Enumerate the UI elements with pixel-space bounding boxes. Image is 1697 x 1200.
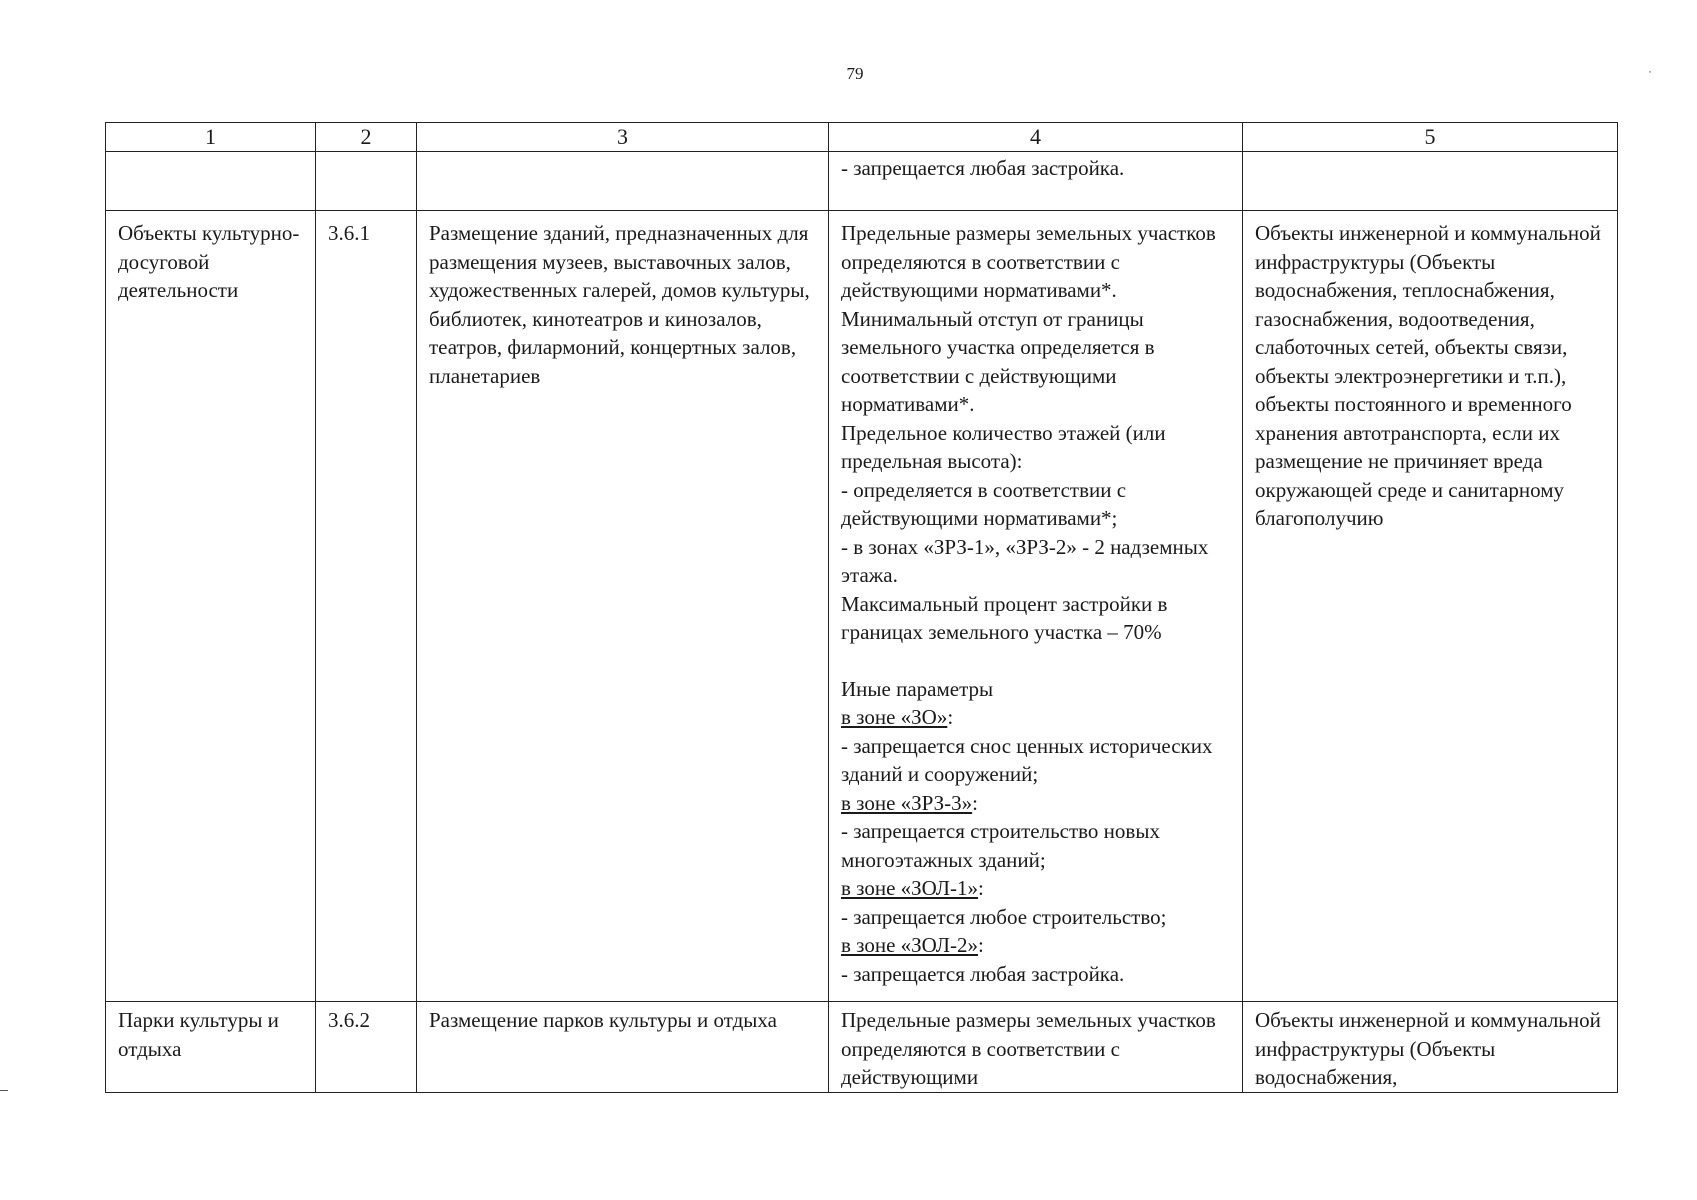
parameters-cell: Предельные размеры земельных участков определяются в соответствии с действующими (829, 1002, 1243, 1093)
zone-label: в зоне «ЗРЗ-3» (841, 790, 973, 815)
zone-rule: в зоне «ЗОЛ-1»: (841, 876, 984, 900)
other-params-title: Иные параметры (841, 676, 994, 701)
use-type-code: 3.6.1 (316, 211, 417, 1002)
cont-cell-2 (316, 152, 417, 211)
scan-mark: ˙ (1648, 68, 1652, 82)
param-line: Предельные размеры земельных участков определяются в соответствии с действующими нормативами*. (841, 221, 1216, 302)
header-cell-3: 3 (417, 123, 829, 152)
auxiliary-uses-cell: Объекты инженерной и коммунальной инфраструктуры (Объекты водоснабжения, теплоснабжения, газоснабжения, водоотведения, слаботочных сетей, объекты связи, объекты электроэнергетики и т.п.), объекты постоянного и временного хранения автотранспорта, если их размещение не причиняет вреда окружающей среде и санитарному благополучию (1243, 211, 1618, 1002)
continuation-row (106, 152, 1618, 211)
zone-label: в зоне «ЗО» (841, 705, 948, 729)
cont-cell-1 (106, 152, 316, 211)
zone-label: в зоне «ЗОЛ-1» (841, 876, 979, 900)
use-type-name: Парки культуры и отдыха (106, 1002, 316, 1093)
zone-rule: в зоне «ЗРЗ-3»: (841, 790, 978, 815)
zone-rule-text: - запрещается любая застройка. (841, 961, 1125, 986)
margin-mark (0, 1090, 8, 1091)
header-cell-2: 2 (316, 123, 417, 152)
regulation-table (105, 122, 1618, 1093)
zone-rule-text: - запрещается строительство новых многоэтажных зданий; (841, 819, 1160, 872)
param-line: - определяется в соответствии с действующими нормативами*; (841, 477, 1127, 530)
use-type-code: 3.6.2 (316, 1002, 417, 1093)
auxiliary-uses-cell: Объекты инженерной и коммунальной инфраструктуры (Объекты водоснабжения, (1243, 1002, 1618, 1093)
parameters-cell (829, 211, 1243, 1002)
header-row (106, 123, 1618, 152)
use-type-description: Размещение парков культуры и отдыха (417, 1002, 829, 1093)
zone-rule: в зоне «ЗО»: (841, 705, 954, 729)
table-row (106, 1002, 1618, 1093)
zone-rule: в зоне «ЗОЛ-2»: (841, 933, 984, 957)
zone-rule-text: - запрещается любое строительство; (841, 904, 1167, 929)
header-cell-5: 5 (1243, 123, 1618, 152)
use-type-name: Объекты культурно-досуговой деятельности (106, 211, 316, 1002)
zone-label: в зоне «ЗОЛ-2» (841, 933, 979, 957)
table-row (106, 211, 1618, 1002)
zone-rule-text: - запрещается снос ценных исторических зданий и сооружений; (841, 733, 1213, 786)
use-type-description: Размещение зданий, предназначенных для размещения музеев, выставочных залов, художественных галерей, домов культуры, библиотек, кинотеатров и кинозалов, театров, филармоний, концертных залов, планетариев (417, 211, 829, 1002)
blank-line (841, 647, 1232, 675)
param-line: Предельное количество этажей (или предельная высота): (841, 420, 1166, 473)
header-cell-4: 4 (829, 123, 1243, 152)
param-line: Минимальный отступ от границы земельного участка определяется в соответствии с действующими нормативами*. (841, 306, 1155, 416)
param-line: Максимальный процент застройки в границах земельного участка – 70% (841, 591, 1168, 644)
cont-cell-3 (417, 152, 829, 211)
header-cell-1: 1 (106, 123, 316, 152)
cont-cell-5 (1243, 152, 1618, 211)
page-number: 79 (846, 64, 864, 83)
param-line: - в зонах «ЗРЗ-1», «ЗРЗ-2» - 2 надземных этажа. (841, 534, 1209, 587)
cont-cell-4: - запрещается любая застройка. (829, 152, 1243, 211)
